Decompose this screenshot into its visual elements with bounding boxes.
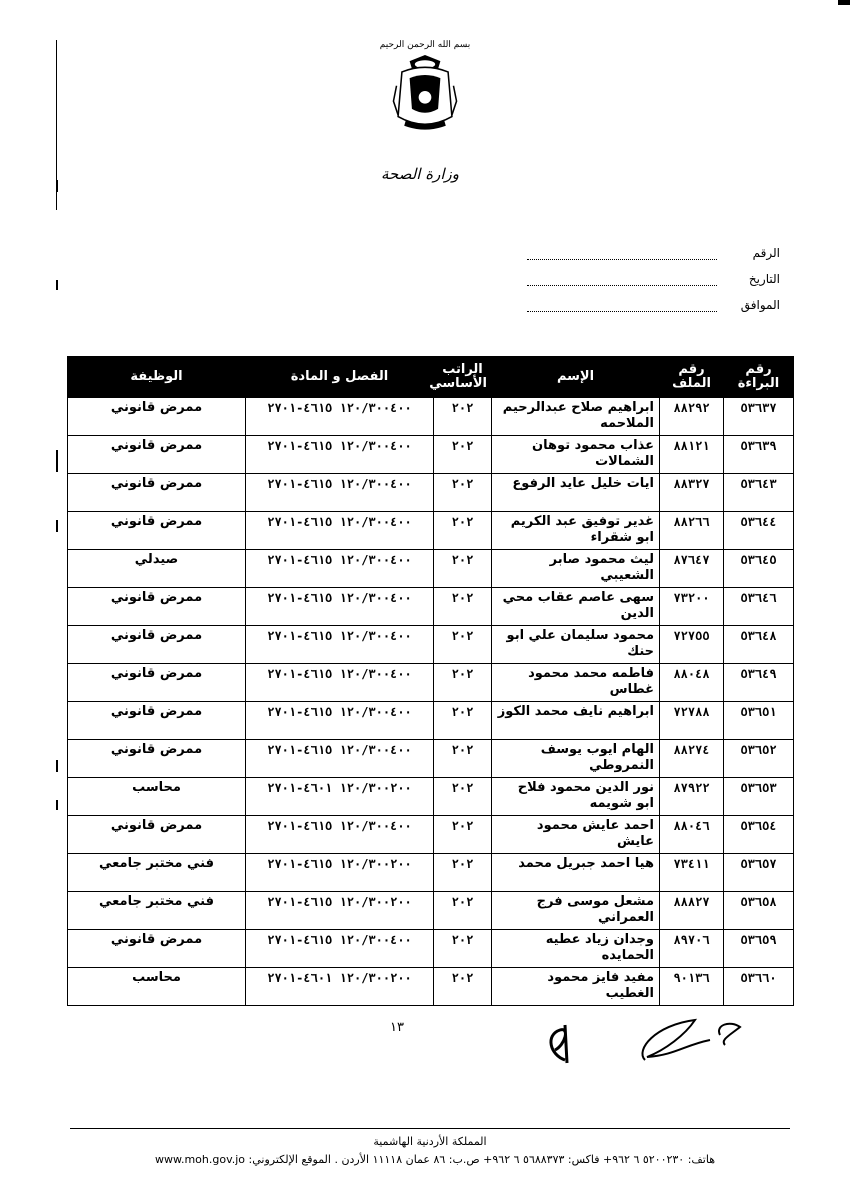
job-cell: ممرض قانوني: [68, 398, 246, 436]
table-row: [68, 626, 794, 664]
salary-cell: ٢٠٢: [434, 664, 492, 702]
date-label: التاريخ: [748, 272, 780, 286]
job-cell: ممرض قانوني: [68, 436, 246, 474]
footer-contact: هاتف: ٥٢٠٠٢٣٠ ٦ ٩٦٢+ فاكس: ٥٦٨٨٣٧٣ ٦ ٩٦٢+ ص.ب: ٨٦ عمان ١١١١٨ الأردن . الموقع الإلكتروني: www.moh.gov.jo: [154, 1153, 716, 1166]
salary-cell: ٢٠٢: [434, 474, 492, 512]
file-cell: ٨٨٠٤٦: [660, 816, 724, 854]
job-cell: ممرض قانوني: [68, 740, 246, 778]
table-row: [68, 968, 794, 1006]
table-row: [68, 398, 794, 436]
file-cell: ٧٢٧٥٥: [660, 626, 724, 664]
file-cell: ٧٣٢٠٠: [660, 588, 724, 626]
cert-cell: ٥٣٦٥٨: [724, 892, 794, 930]
name-cell: الهام ايوب يوسف النمروطي: [492, 740, 660, 778]
col-header-file: رقم الملف: [660, 357, 724, 398]
job-cell: فني مختبر جامعي: [68, 854, 246, 892]
name-cell: هيا احمد جبريل محمد: [492, 854, 660, 892]
section-cell: ١٢٠/٣٠٠٢٠٠ ٤٦١٥-٢٧٠١: [246, 854, 434, 892]
job-cell: ممرض قانوني: [68, 702, 246, 740]
cert-cell: ٥٣٦٥٧: [724, 854, 794, 892]
scan-corner-mark: [838, 0, 850, 5]
cert-cell: ٥٣٦٤٤: [724, 512, 794, 550]
scan-edge-mark: [56, 280, 58, 290]
file-cell: ٨٨٣٢٧: [660, 474, 724, 512]
corresponding-value-line: [527, 301, 717, 312]
scan-edge-mark: [56, 760, 58, 772]
salary-cell: ٢٠٢: [434, 702, 492, 740]
ref-field: [527, 246, 780, 260]
file-cell: ٨٨١٢١: [660, 436, 724, 474]
section-cell: ١٢٠/٣٠٠٤٠٠ ٤٦١٥-٢٧٠١: [246, 474, 434, 512]
section-cell: ١٢٠/٣٠٠٢٠٠ ٤٦٠١-٢٧٠١: [246, 778, 434, 816]
section-cell: ١٢٠/٣٠٠٤٠٠ ٤٦١٥-٢٧٠١: [246, 588, 434, 626]
salary-cell: ٢٠٢: [434, 436, 492, 474]
section-cell: ١٢٠/٣٠٠٤٠٠ ٤٦١٥-٢٧٠١: [246, 398, 434, 436]
scan-edge-mark: [56, 520, 58, 532]
corresponding-label: الموافق: [740, 298, 780, 312]
name-cell: سهى عاصم عقاب محي الدين: [492, 588, 660, 626]
file-cell: ٨٨٢٧٤: [660, 740, 724, 778]
cert-cell: ٥٣٦٤٨: [724, 626, 794, 664]
job-cell: ممرض قانوني: [68, 816, 246, 854]
file-cell: ٧٢٧٨٨: [660, 702, 724, 740]
file-cell: ٨٧٦٤٧: [660, 550, 724, 588]
salary-cell: ٢٠٢: [434, 512, 492, 550]
employee-table: [67, 356, 794, 1006]
signature-image: [535, 1005, 785, 1075]
table-row: [68, 892, 794, 930]
col-header-job: الوظيفة: [68, 357, 246, 398]
section-cell: ١٢٠/٣٠٠٤٠٠ ٤٦١٥-٢٧٠١: [246, 740, 434, 778]
ministry-name: وزارة الصحة: [381, 165, 459, 183]
file-cell: ٨٨٠٤٨: [660, 664, 724, 702]
col-header-section: الفصل و المادة: [246, 357, 434, 398]
table-row: [68, 778, 794, 816]
salary-cell: ٢٠٢: [434, 892, 492, 930]
section-cell: ١٢٠/٣٠٠٤٠٠ ٤٦١٥-٢٧٠١: [246, 816, 434, 854]
salary-cell: ٢٠٢: [434, 816, 492, 854]
salary-cell: ٢٠٢: [434, 968, 492, 1006]
salary-cell: ٢٠٢: [434, 740, 492, 778]
salary-cell: ٢٠٢: [434, 778, 492, 816]
cert-cell: ٥٣٦٤٩: [724, 664, 794, 702]
file-cell: ٨٧٩٢٢: [660, 778, 724, 816]
name-cell: ايات خليل عايد الرفوع: [492, 474, 660, 512]
name-cell: فاطمه محمد محمود غطاس: [492, 664, 660, 702]
table-row: [68, 436, 794, 474]
cert-cell: ٥٣٦٤٦: [724, 588, 794, 626]
name-cell: مشعل موسى فرج العمراني: [492, 892, 660, 930]
section-cell: ١٢٠/٣٠٠٤٠٠ ٤٦١٥-٢٧٠١: [246, 626, 434, 664]
file-cell: ٨٩٧٠٦: [660, 930, 724, 968]
section-cell: ١٢٠/٣٠٠٤٠٠ ٤٦١٥-٢٧٠١: [246, 512, 434, 550]
col-header-salary: الراتب الأساسي: [434, 357, 492, 398]
corresponding-field: [527, 298, 780, 312]
cert-cell: ٥٣٦٥٢: [724, 740, 794, 778]
name-cell: وجدان زياد عطيه الحمايده: [492, 930, 660, 968]
col-header-cert: رقم البراءة: [724, 357, 794, 398]
job-cell: محاسب: [68, 778, 246, 816]
scan-edge-mark: [56, 450, 58, 472]
section-cell: ١٢٠/٣٠٠٤٠٠ ٤٦١٥-٢٧٠١: [246, 436, 434, 474]
name-cell: عذاب محمود توهان الشمالات: [492, 436, 660, 474]
salary-cell: ٢٠٢: [434, 550, 492, 588]
file-cell: ٨٨٨٢٧: [660, 892, 724, 930]
salary-cell: ٢٠٢: [434, 398, 492, 436]
section-cell: ١٢٠/٣٠٠٤٠٠ ٤٦١٥-٢٧٠١: [246, 930, 434, 968]
file-cell: ٨٨٢٩٢: [660, 398, 724, 436]
job-cell: محاسب: [68, 968, 246, 1006]
job-cell: فني مختبر جامعي: [68, 892, 246, 930]
job-cell: صيدلي: [68, 550, 246, 588]
table-row: [68, 702, 794, 740]
table-row: [68, 930, 794, 968]
cert-cell: ٥٣٦٣٧: [724, 398, 794, 436]
cert-cell: ٥٣٦٤٥: [724, 550, 794, 588]
job-cell: ممرض قانوني: [68, 930, 246, 968]
file-cell: ٨٨٢٦٦: [660, 512, 724, 550]
name-cell: ابراهيم صلاح عبدالرحيم الملاحمه: [492, 398, 660, 436]
table-row: [68, 854, 794, 892]
name-cell: احمد عايش محمود عايش: [492, 816, 660, 854]
table-row: [68, 740, 794, 778]
cert-cell: ٥٣٦٥٩: [724, 930, 794, 968]
ref-value-line: [527, 249, 717, 260]
name-cell: محمود سليمان علي ابو حنك: [492, 626, 660, 664]
section-cell: ١٢٠/٣٠٠٤٠٠ ٤٦١٥-٢٧٠١: [246, 664, 434, 702]
job-cell: ممرض قانوني: [68, 588, 246, 626]
page-number: ١٣: [390, 1020, 404, 1035]
name-cell: مفيد فايز محمود الغطيب: [492, 968, 660, 1006]
salary-cell: ٢٠٢: [434, 626, 492, 664]
basmala: بسم الله الرحمن الرحيم: [379, 40, 471, 50]
job-cell: ممرض قانوني: [68, 626, 246, 664]
table-row: [68, 474, 794, 512]
section-cell: ١٢٠/٣٠٠٤٠٠ ٤٦١٥-٢٧٠١: [246, 702, 434, 740]
table-row: [68, 664, 794, 702]
jordan-crest-icon: [380, 55, 470, 155]
job-cell: ممرض قانوني: [68, 512, 246, 550]
col-header-name: الإسم: [492, 357, 660, 398]
job-cell: ممرض قانوني: [68, 474, 246, 512]
cert-cell: ٥٣٦٥١: [724, 702, 794, 740]
name-cell: ليث محمود صابر الشعيبي: [492, 550, 660, 588]
section-cell: ١٢٠/٣٠٠٢٠٠ ٤٦١٥-٢٧٠١: [246, 892, 434, 930]
table-body: [68, 398, 794, 1006]
cert-cell: ٥٣٦٦٠: [724, 968, 794, 1006]
date-field: [527, 272, 780, 286]
job-cell: ممرض قانوني: [68, 664, 246, 702]
name-cell: نور الدين محمود فلاح ابو شويمه: [492, 778, 660, 816]
table-row: [68, 550, 794, 588]
date-value-line: [527, 275, 717, 286]
footer-divider: [70, 1128, 790, 1129]
salary-cell: ٢٠٢: [434, 854, 492, 892]
cert-cell: ٥٣٦٣٩: [724, 436, 794, 474]
salary-cell: ٢٠٢: [434, 930, 492, 968]
name-cell: غدير توفيق عبد الكريم ابو شقراء: [492, 512, 660, 550]
salary-cell: ٢٠٢: [434, 588, 492, 626]
file-cell: ٧٣٤١١: [660, 854, 724, 892]
file-cell: ٩٠١٣٦: [660, 968, 724, 1006]
cert-cell: ٥٣٦٥٣: [724, 778, 794, 816]
cert-cell: ٥٣٦٥٤: [724, 816, 794, 854]
ref-label: الرقم: [752, 246, 780, 260]
table-row: [68, 512, 794, 550]
section-cell: ١٢٠/٣٠٠٢٠٠ ٤٦٠١-٢٧٠١: [246, 968, 434, 1006]
table-row: [68, 816, 794, 854]
table-row: [68, 588, 794, 626]
table-header-row: [68, 357, 794, 398]
cert-cell: ٥٣٦٤٣: [724, 474, 794, 512]
section-cell: ١٢٠/٣٠٠٤٠٠ ٤٦١٥-٢٧٠١: [246, 550, 434, 588]
scan-edge-mark: [56, 180, 58, 192]
scan-edge-mark: [56, 800, 58, 810]
name-cell: ابراهيم نايف محمد الكوز: [492, 702, 660, 740]
footer-country: المملكة الأردنية الهاشمية: [373, 1135, 487, 1148]
